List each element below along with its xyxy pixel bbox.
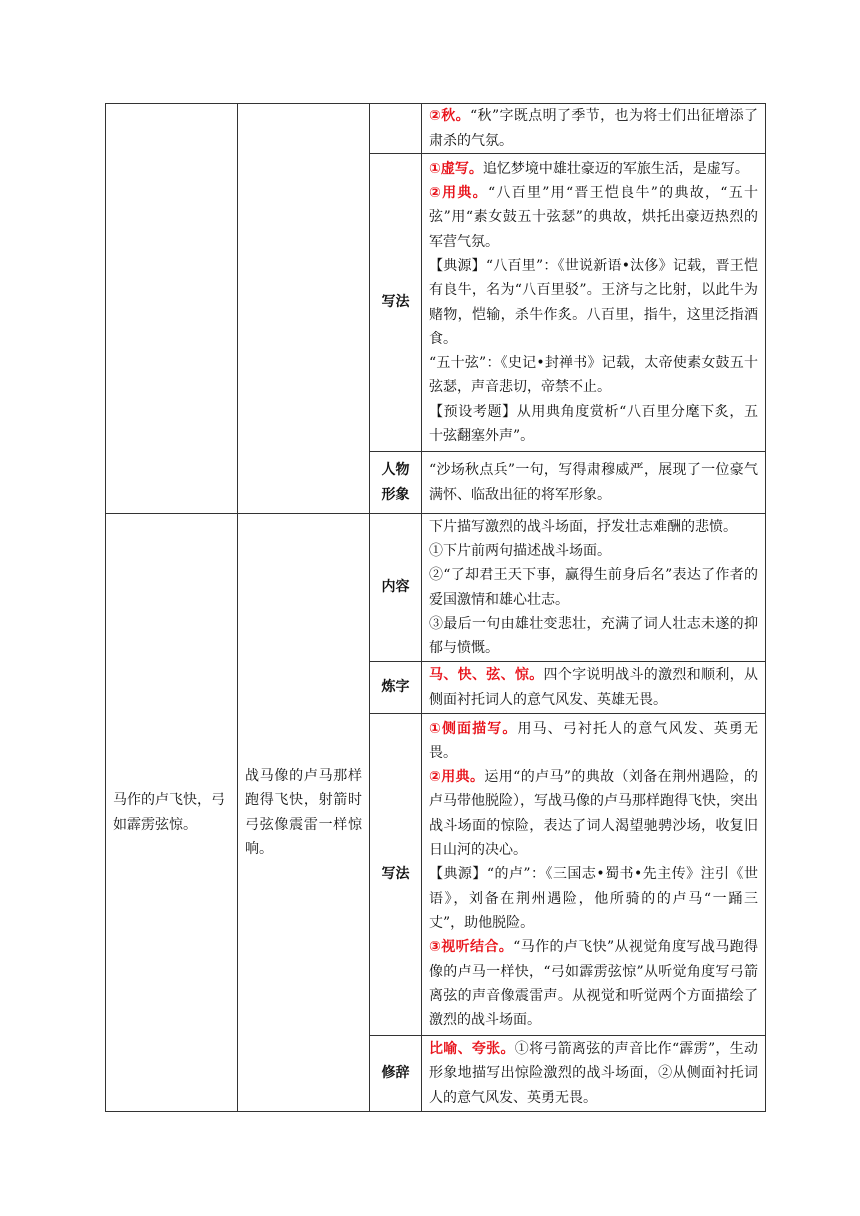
cemian-text: 用马、弓衬托人的意气风发、英勇无畏。	[429, 720, 758, 761]
xiefa-2-para-dianyuan: 【典源】“的卢”：《三国志•蜀书•先主传》注引《世语》，刘备在荆州遇险，他所骑的的卢马“一踊三丈”，助他脱险。	[429, 866, 758, 931]
xiefa-1-para-yongdian	[429, 181, 758, 254]
xiuci-content	[422, 1036, 766, 1112]
lianzi-content	[422, 662, 766, 714]
shiting-text: “马作的卢飞快”从视觉角度写战马跑得像的卢马一样快，“弓如霹雳弦惊”从听觉角度写弓箭离弦的声音像震雷声。从视觉和听觉两个方面描绘了激烈的战斗场面。	[429, 939, 758, 1029]
neirong-p4: ③最后一句由雄壮变悲壮，充满了词人壮志未遂的抑郁与愤慨。	[429, 615, 758, 657]
category-label-xiuci: 修辞	[370, 1036, 422, 1112]
neirong-p3: ②“了却君王天下事，赢得生前身后名”表达了作者的爱国激情和雄心壮志。	[429, 567, 758, 608]
verse-cell-empty	[106, 104, 238, 514]
xiefa-2-para-shiting	[429, 935, 758, 1032]
yongdian-lead: ②用典。	[429, 185, 488, 202]
translation-cell-empty	[238, 104, 370, 514]
neirong-p1: 下片描写激烈的战斗场面，抒发壮志难酬的悲愤。	[429, 518, 737, 535]
verse-cell: 马作的卢飞快，弓如霹雳弦惊。	[106, 514, 238, 1112]
category-cell-empty	[370, 104, 422, 154]
xiefa-2-para-yongdian	[429, 765, 758, 862]
xiefa-2-content	[422, 714, 766, 1036]
category-label-xiefa: 写法	[370, 154, 422, 452]
cemian-lead: ①侧面描写。	[429, 720, 518, 737]
renwu-label-1: 人物	[381, 462, 410, 479]
category-label-lianzi: 炼字	[370, 662, 422, 714]
renwu-text: “沙场秋点兵”一句，写得肃穆威严，展现了一位豪气满怀、临敌出征的将军形象。	[429, 462, 758, 503]
xiuci-lead: 比喻、夸张。	[429, 1041, 515, 1058]
renwu-content	[422, 452, 766, 514]
yongdian-text: “八百里”用“晋王恺良牛”的典故，“五十弦”用“素女鼓五十弦瑟”的典故，烘托出豪迈热烈的军营气氛。	[429, 185, 758, 250]
neirong-p2: ①下片前两句描述战斗场面。	[429, 542, 611, 559]
xuxie-lead: ①虚写。	[429, 160, 483, 177]
category-label-renwu	[370, 452, 422, 514]
row-qiu	[106, 104, 766, 154]
lianzi-lead: 马、快、弦、惊。	[429, 667, 544, 684]
xiuci-text: ①将弓箭离弦的声音比作“霹雳”，生动形象地描写出惊险激烈的战斗场面，②从侧面衬托词人的意气风发、英勇无畏。	[429, 1041, 758, 1106]
yongdian-2-lead: ②用典。	[429, 769, 485, 786]
xiefa-1-para-xuxie	[429, 157, 758, 181]
qiu-content	[422, 104, 766, 154]
xiefa-1-para-kaoti: 【预设考题】从用典角度赏析“八百里分麾下炙，五十弦翻塞外声”。	[429, 403, 758, 444]
poem-analysis-table	[105, 103, 766, 1112]
xiefa-1-para-wushixian: “五十弦”：《史记•封禅书》记载，太帝使素女鼓五十弦瑟，声音悲切，帝禁不止。	[429, 355, 758, 396]
category-label-xiefa-2: 写法	[370, 714, 422, 1036]
shiting-lead: ③视听结合。	[429, 939, 514, 956]
xiefa-2-para-cemian	[429, 717, 758, 766]
category-label-neirong: 内容	[370, 514, 422, 662]
qiu-text: “秋”字既点明了季节，也为将士们出征增添了肃杀的气氛。	[429, 108, 758, 149]
neirong-content	[422, 514, 766, 662]
qiu-lead: ②秋。	[429, 108, 471, 125]
xuxie-text: 追忆梦境中雄壮豪迈的军旅生活，是虚写。	[482, 160, 749, 177]
lianzi-text: 四个字说明战斗的激烈和顺利，从侧面衬托词人的意气风发、英雄无畏。	[429, 667, 759, 708]
renwu-label-2: 形象	[381, 486, 410, 503]
yongdian-2-text: 运用“的卢马”的典故（刘备在荆州遇险，的卢马带他脱险），写战马像的卢马那样跑得飞快，突出战斗场面的惊险，表达了词人渴望驰骋沙场，收复旧日山河的决心。	[429, 769, 758, 859]
xiefa-1-para-dianyuan: 【典源】“八百里”：《世说新语•汰侈》记载，晋王恺有良牛，名为“八百里驳”。王济与之比射，以此牛为赌物，恺输，杀牛作炙。八百里，指牛，这里泛指酒食。	[429, 257, 758, 347]
xiefa-1-content	[422, 154, 766, 452]
translation-cell: 战马像的卢马那样跑得飞快，射箭时弓弦像震雷一样惊响。	[238, 514, 370, 1112]
row-neirong	[106, 514, 766, 662]
